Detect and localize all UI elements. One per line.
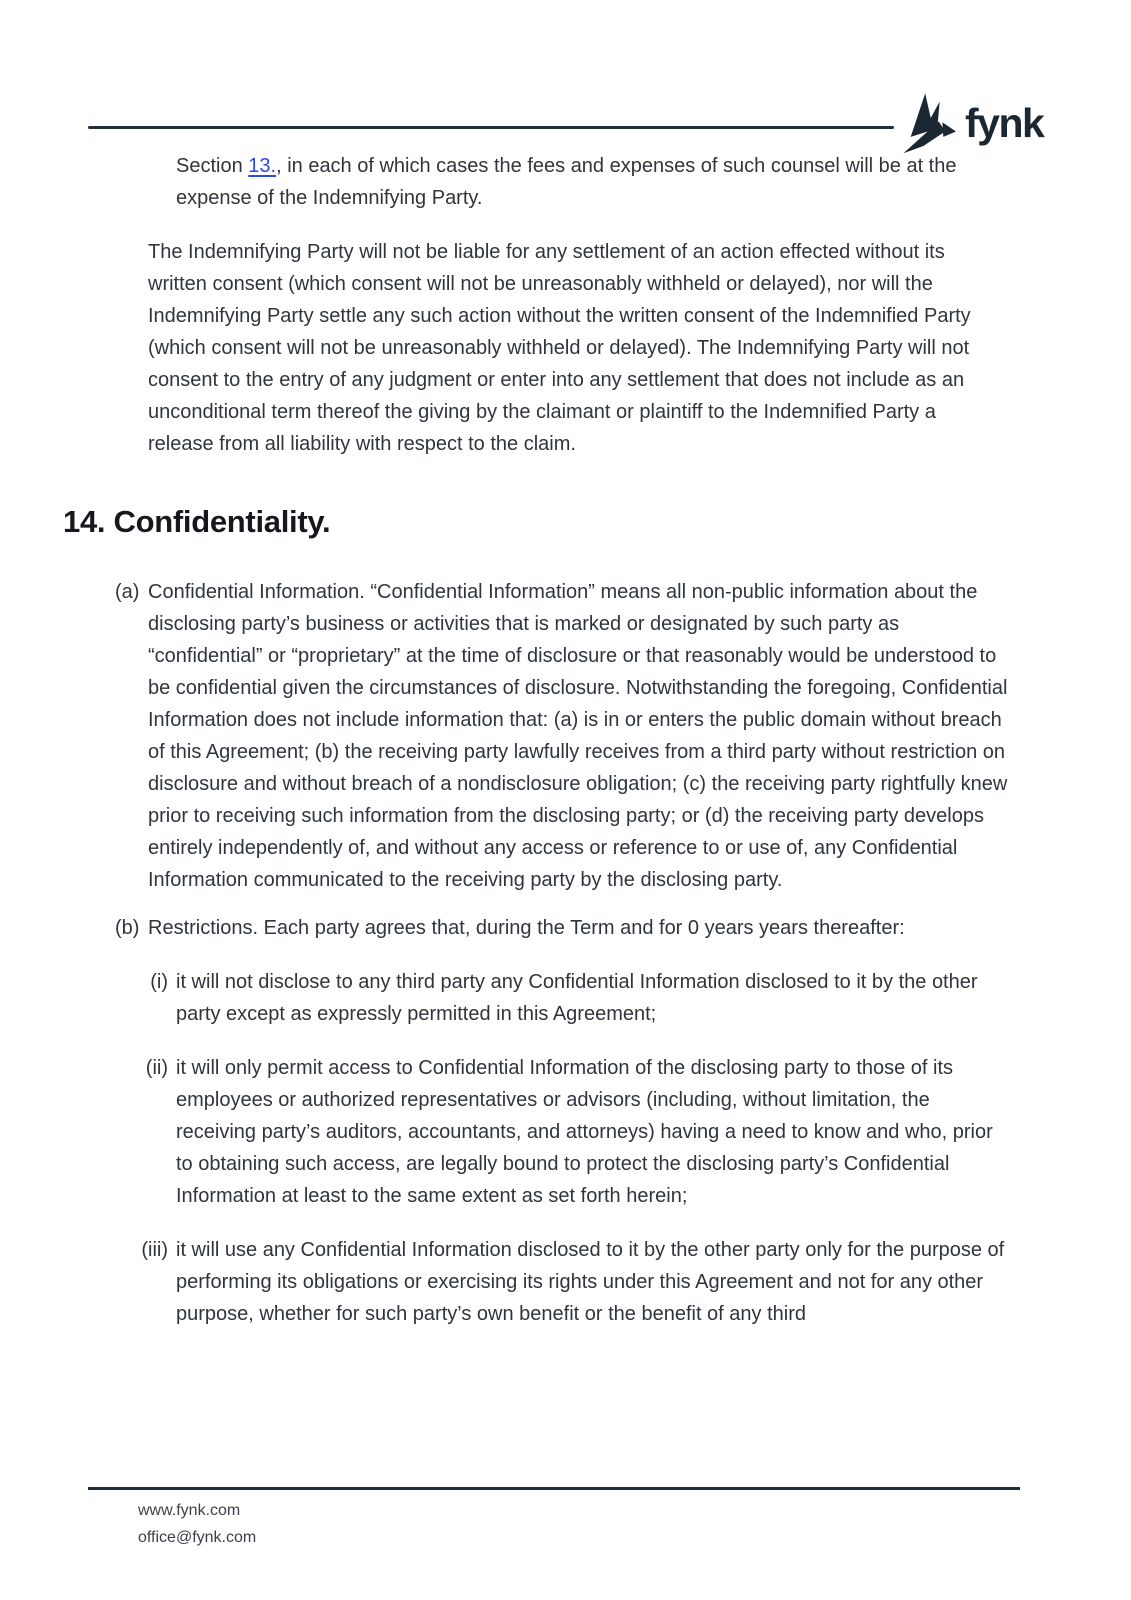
subclause-ii-label: (ii) <box>145 1057 168 1079</box>
intro-text-post: , in each of which cases the fees and expenses of such counsel will be at the expense of the Indemnifying Party. <box>176 155 957 209</box>
footer-email: office@fynk.com <box>138 1529 257 1546</box>
subclause-ii <box>88 1052 1131 1212</box>
footer-divider <box>88 1487 1020 1490</box>
clause-a <box>115 576 1131 896</box>
subclause-i-text: it will not disclose to any third party any Confidential Information disclosed to it by the other party except as expressly permitted in this Agreement; <box>176 971 978 1025</box>
paragraph-settlement: The Indemnifying Party will not be liable for any settlement of an action effected without its written consent (which consent will not be unreasonably withheld or delayed), nor will the Indemnifying Party settle any such action without the written consent of the Indemnified Party (which consent will not be unreasonably withheld or delayed). The Indemnifying Party will not consent to the entry of any judgment or enter into any settlement that does not include as an unconditional term thereof the giving by the claimant or plaintiff to the Indemnified Party a release from all liability with respect to the claim. <box>148 241 971 455</box>
intro-text-pre: Section <box>176 155 249 177</box>
subclause-iii-label: (iii) <box>141 1239 168 1261</box>
section-13-link[interactable]: 13. <box>248 155 277 177</box>
clause-a-text: Confidential Information. “Confidential Information” means all non-public information about the disclosing party’s business or activities that is marked or designated by such party as “confidential” or “proprietary” at the time of disclosure or that reasonably would be understood to be confidential given the circumstances of disclosure. Notwithstanding the foregoing, Confidential Information does not include information that: (a) is in or enters the public domain without breach of this Agreement; (b) the receiving party lawfully receives from a third party without restriction on disclosure and without breach of a nondisclosure obligation; (c) the receiving party rightfully knew prior to receiving such information from the disclosing party; or (d) the receiving party develops entirely independently of, and without any access or reference to or use of, any Confidential Information communicated to the receiving party by the disclosing party. <box>148 581 1008 891</box>
clause-b <box>115 912 1131 944</box>
footer-website: www.fynk.com <box>138 1502 241 1519</box>
clause-b-label: (b) <box>115 917 140 939</box>
footer-contacts <box>138 1497 256 1551</box>
logo-wordmark: fynk <box>965 99 1044 146</box>
subclause-iii <box>88 1234 1131 1330</box>
clause-b-text: Restrictions. Each party agrees that, during the Term and for 0 years years thereafter: <box>148 917 905 939</box>
subclause-i <box>88 966 1131 1030</box>
section-heading-confidentiality: 14. Confidentiality. <box>63 504 331 539</box>
subclause-i-label: (i) <box>150 971 168 993</box>
subclause-ii-text: it will only permit access to Confidential Information of the disclosing party to those of its employees or authorized representatives or advisors (including, without limitation, the receiving party’s auditors, accountants, and attorneys) having a need to know and who, prior to obtaining such access, are legally bound to protect the disclosing party’s Confidential Information at least to the same extent as set forth herein; <box>176 1057 993 1207</box>
clause-a-label: (a) <box>115 581 140 603</box>
subclause-iii-text: it will use any Confidential Information disclosed to it by the other party only for the purpose of performing its obligations or exercising its rights under this Agreement and not for any other purpose, whether for such party’s own benefit or the benefit of any third <box>176 1239 1005 1325</box>
paragraph-section-13-reference <box>176 150 1006 214</box>
